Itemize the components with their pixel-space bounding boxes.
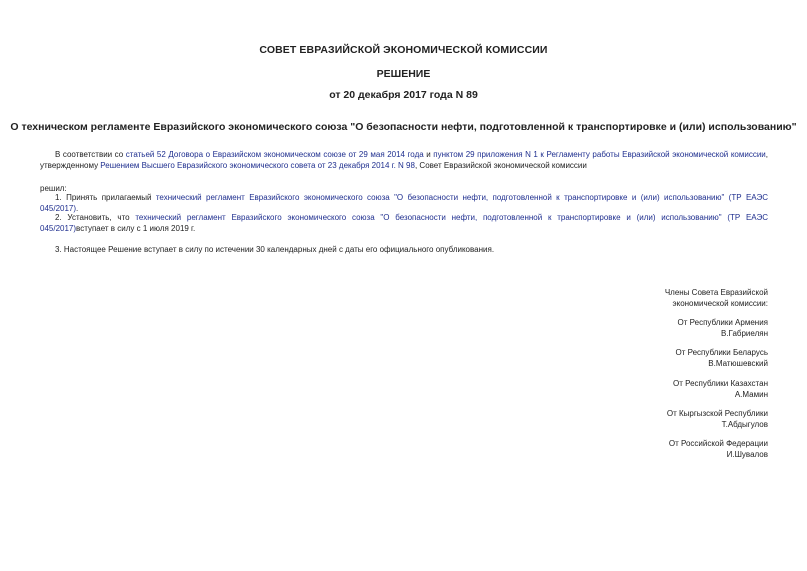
item-1-paragraph: [40, 192, 768, 214]
signature-country: От Республики Беларусь: [675, 348, 768, 357]
signature-name: Т.Абдыгулов: [721, 420, 768, 429]
signature-name: И.Шувалов: [726, 450, 768, 459]
signature-block: [508, 408, 768, 430]
item-2-text-2: вступает в силу с 1 июля 2019 г.: [76, 224, 196, 233]
signature-block: [508, 438, 768, 460]
date-number-heading: от 20 декабря 2017 года N 89: [329, 89, 478, 101]
signatures-title-line-2: экономической комиссии:: [672, 299, 768, 308]
preamble-paragraph: [40, 149, 768, 171]
doc-type-heading: РЕШЕНИЕ: [376, 68, 431, 80]
signature-country: От Российской Федерации: [668, 439, 768, 448]
item-2-text-1: 2. Установить, что: [55, 213, 136, 222]
preamble-text-3: , утвержденному: [40, 150, 769, 170]
preamble-text-1: В соответствии со: [55, 150, 126, 159]
preamble-text-2: и: [423, 150, 434, 159]
tech-regulation-link-1[interactable]: технический регламент Евразийского экономического союза "О безопасности нефти, подготовленной к транспортировке и (или) использованию" (ТР ЕАЭС 045/2017): [40, 193, 768, 213]
org-heading: СОВЕТ ЕВРАЗИЙСКОЙ ЭКОНОМИЧЕСКОЙ КОМИССИИ: [259, 44, 548, 56]
signature-name: А.Мамин: [734, 390, 768, 399]
signature-name: В.Габриелян: [721, 329, 768, 338]
preamble-text-4: , Совет Евразийской экономической комиссии: [414, 161, 587, 170]
signature-block: [508, 347, 768, 369]
supreme-council-decision-link[interactable]: Решением Высшего Евразийского экономического совета от 23 декабря 2014 г. N 98: [100, 161, 415, 170]
signature-country: От Республики Казахстан: [672, 379, 768, 388]
signature-block: [508, 378, 768, 400]
resolved-label: решил:: [40, 184, 67, 193]
signature-block: [508, 317, 768, 339]
signature-country: От Кыргызской Республики: [666, 409, 768, 418]
regulation-annex-link[interactable]: пунктом 29 приложения N 1 к Регламенту работы Евразийской экономической комиссии: [433, 150, 766, 159]
signatures-heading: [508, 287, 768, 309]
signatures-title-line-1: Члены Совета Евразийской: [664, 288, 768, 297]
item-2-paragraph: [40, 212, 768, 234]
item-3-paragraph: 3. Настоящее Решение вступает в силу по истечении 30 календарных дней с даты его официального опубликования.: [55, 245, 495, 254]
tech-regulation-link-2[interactable]: технический регламент Евразийского экономического союза "О безопасности нефти, подготовленной к транспортировке и (или) использованию" (ТР ЕАЭС 045/2017): [40, 213, 768, 233]
item-1-text-2: .: [76, 204, 79, 213]
treaty-article-link[interactable]: статьей 52 Договора о Евразийском экономическом союзе от 29 мая 2014 года: [125, 150, 424, 159]
item-1-text-1: 1. Принять прилагаемый: [55, 193, 156, 202]
signature-country: От Республики Армения: [677, 318, 768, 327]
signature-name: В.Матюшевский: [708, 359, 768, 368]
document-title: О техническом регламенте Евразийского экономического союза "О безопасности нефти, подготовленной к транспортировке и (или) использованию": [10, 121, 797, 133]
